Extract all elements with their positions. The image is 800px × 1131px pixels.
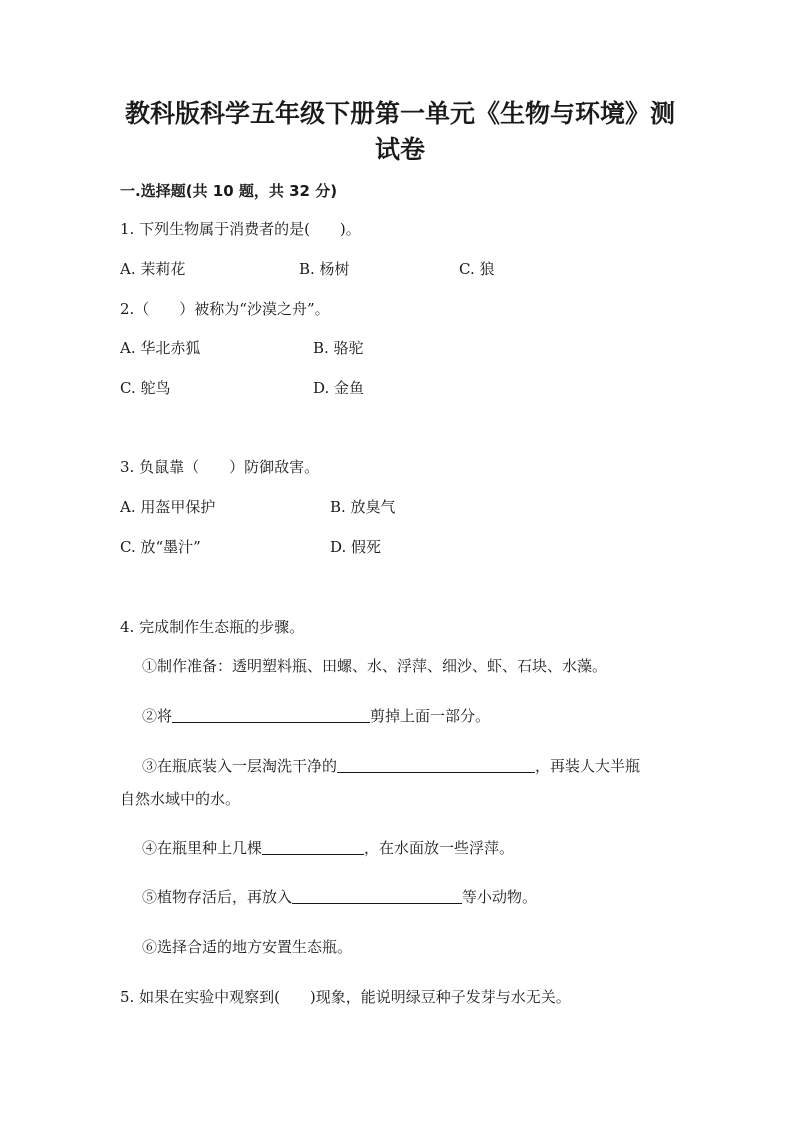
step-4-suffix: ，在水面放一些浮萍。 (364, 839, 515, 857)
step-4-prefix: ④在瓶里种上几棵 (142, 839, 263, 857)
question-1-option-b: B. 杨树 (299, 260, 350, 278)
question-4-step-5 (142, 887, 537, 907)
question-4-step-3 (142, 756, 640, 776)
title-line-1: 教科版科学五年级下册第一单元《生物与环境》测 (124, 99, 675, 128)
question-4-step-3-continued: 自然水域中的水。 (120, 790, 241, 808)
title-line-2: 试卷 (374, 135, 425, 164)
question-1-option-c: C. 狼 (459, 260, 495, 278)
step-2-suffix: 剪掉上面一部分。 (370, 707, 491, 725)
step-5-suffix: 等小动物。 (462, 888, 538, 906)
question-2-option-a: A. 华北赤狐 (120, 339, 201, 357)
step-5-prefix: ⑤植物存活后，再放入 (142, 888, 293, 906)
step-3-prefix: ③在瓶底装入一层淘洗干净的 (142, 757, 338, 775)
question-4-step-4 (142, 838, 514, 858)
question-3-option-b: B. 放臭气 (330, 498, 396, 516)
step-3-suffix: ，再装人大半瓶 (535, 757, 641, 775)
question-3-option-d: D. 假死 (330, 538, 382, 556)
answer-blank[interactable] (172, 708, 370, 723)
question-4-stem: 4. 完成制作生态瓶的步骤。 (120, 618, 305, 636)
step-2-prefix: ②将 (142, 707, 173, 725)
question-2-option-d: D. 金鱼 (313, 379, 365, 397)
section-heading: 一.选择题(共 10 题，共 32 分) (120, 182, 338, 200)
question-1-option-a: A. 茉莉花 (120, 260, 186, 278)
question-3-option-a: A. 用盔甲保护 (120, 498, 216, 516)
question-1-stem: 1. 下列生物属于消费者的是( )。 (120, 220, 361, 238)
question-2-option-b: B. 骆驼 (313, 339, 364, 357)
question-4-step-2 (142, 706, 490, 726)
answer-blank[interactable] (292, 889, 462, 904)
question-2-stem: 2.（ ）被称为“沙漠之舟”。 (120, 300, 330, 318)
question-5-stem: 5. 如果在实验中观察到( )现象，能说明绿豆种子发芽与水无关。 (120, 988, 571, 1006)
answer-blank[interactable] (337, 758, 535, 773)
question-4-step-1: ①制作准备：透明塑料瓶、田螺、水、浮萍、细沙、虾、石块、水藻。 (142, 657, 608, 675)
question-3-option-c: C. 放“墨汁” (120, 538, 201, 556)
question-3-stem: 3. 负鼠靠（ ）防御敌害。 (120, 458, 320, 476)
question-4-step-6: ⑥选择合适的地方安置生态瓶。 (142, 938, 353, 956)
document-title (110, 96, 690, 168)
answer-blank[interactable] (262, 840, 364, 855)
question-2-option-c: C. 鸵鸟 (120, 379, 171, 397)
